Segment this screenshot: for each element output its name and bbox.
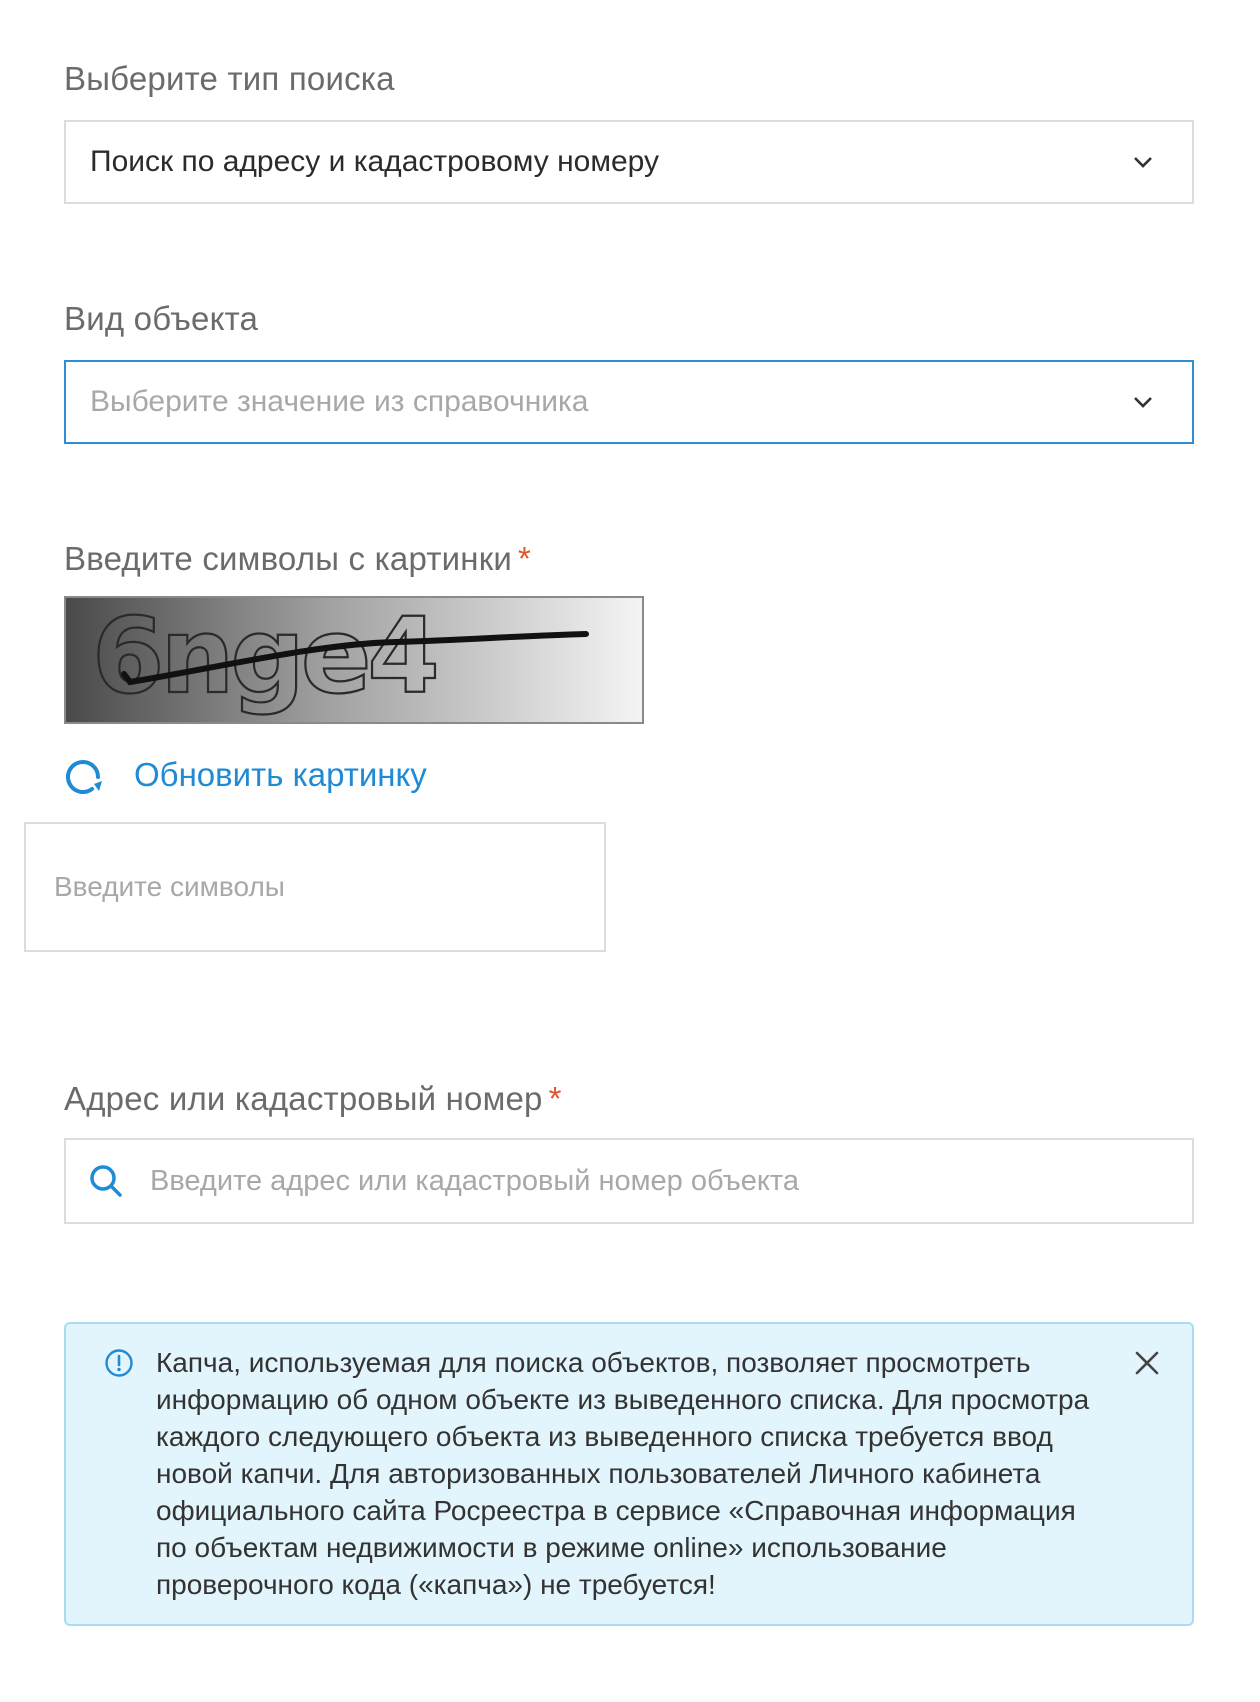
address-label-text: Адрес или кадастровый номер [64,1080,543,1117]
required-mark: * [517,540,532,577]
address-placeholder: Введите адрес или кадастровый номер объекта [150,1164,799,1197]
object-type-placeholder: Выберите значение из справочника [90,385,589,418]
search-type-select[interactable] [64,120,1194,204]
address-search-input[interactable] [64,1138,1194,1224]
close-icon[interactable] [1134,1350,1160,1376]
refresh-captcha-label: Обновить картинку [134,756,427,793]
search-icon [88,1163,124,1199]
object-type-select[interactable] [64,360,1194,444]
captcha-label [64,540,531,578]
captcha-label-text: Введите символы с картинки [64,540,512,577]
captcha-input-placeholder: Введите символы [54,871,285,902]
search-type-label: Выберите тип поиска [64,60,395,97]
info-banner [64,1322,1194,1626]
info-text: Капча, используемая для поиска объектов, позволяет просмотреть информацию об одном объекте из выведенного списка. Для просмотра каждого следующего объекта из выведенного списка требуется ввод новой капчи. Для авторизованных пользователей Личного кабинета официального сайта Росреестра в сервисе «Справочная информация по объектам недвижимости в режиме online» использование проверочного кода («капча») не требуется! [156,1347,1090,1600]
refresh-captcha-link[interactable] [64,750,427,800]
info-icon [104,1348,134,1378]
captcha-glyphs: 6nge4 [92,596,436,717]
chevron-down-icon [1132,155,1154,169]
chevron-down-icon [1132,395,1154,409]
required-mark: * [548,1080,562,1117]
object-type-label: Вид объекта [64,300,259,337]
captcha-input[interactable] [24,822,606,952]
search-type-value: Поиск по адресу и кадастровому номеру [90,145,659,178]
captcha-image [64,596,644,724]
address-label [64,1080,562,1118]
refresh-icon [64,755,104,795]
